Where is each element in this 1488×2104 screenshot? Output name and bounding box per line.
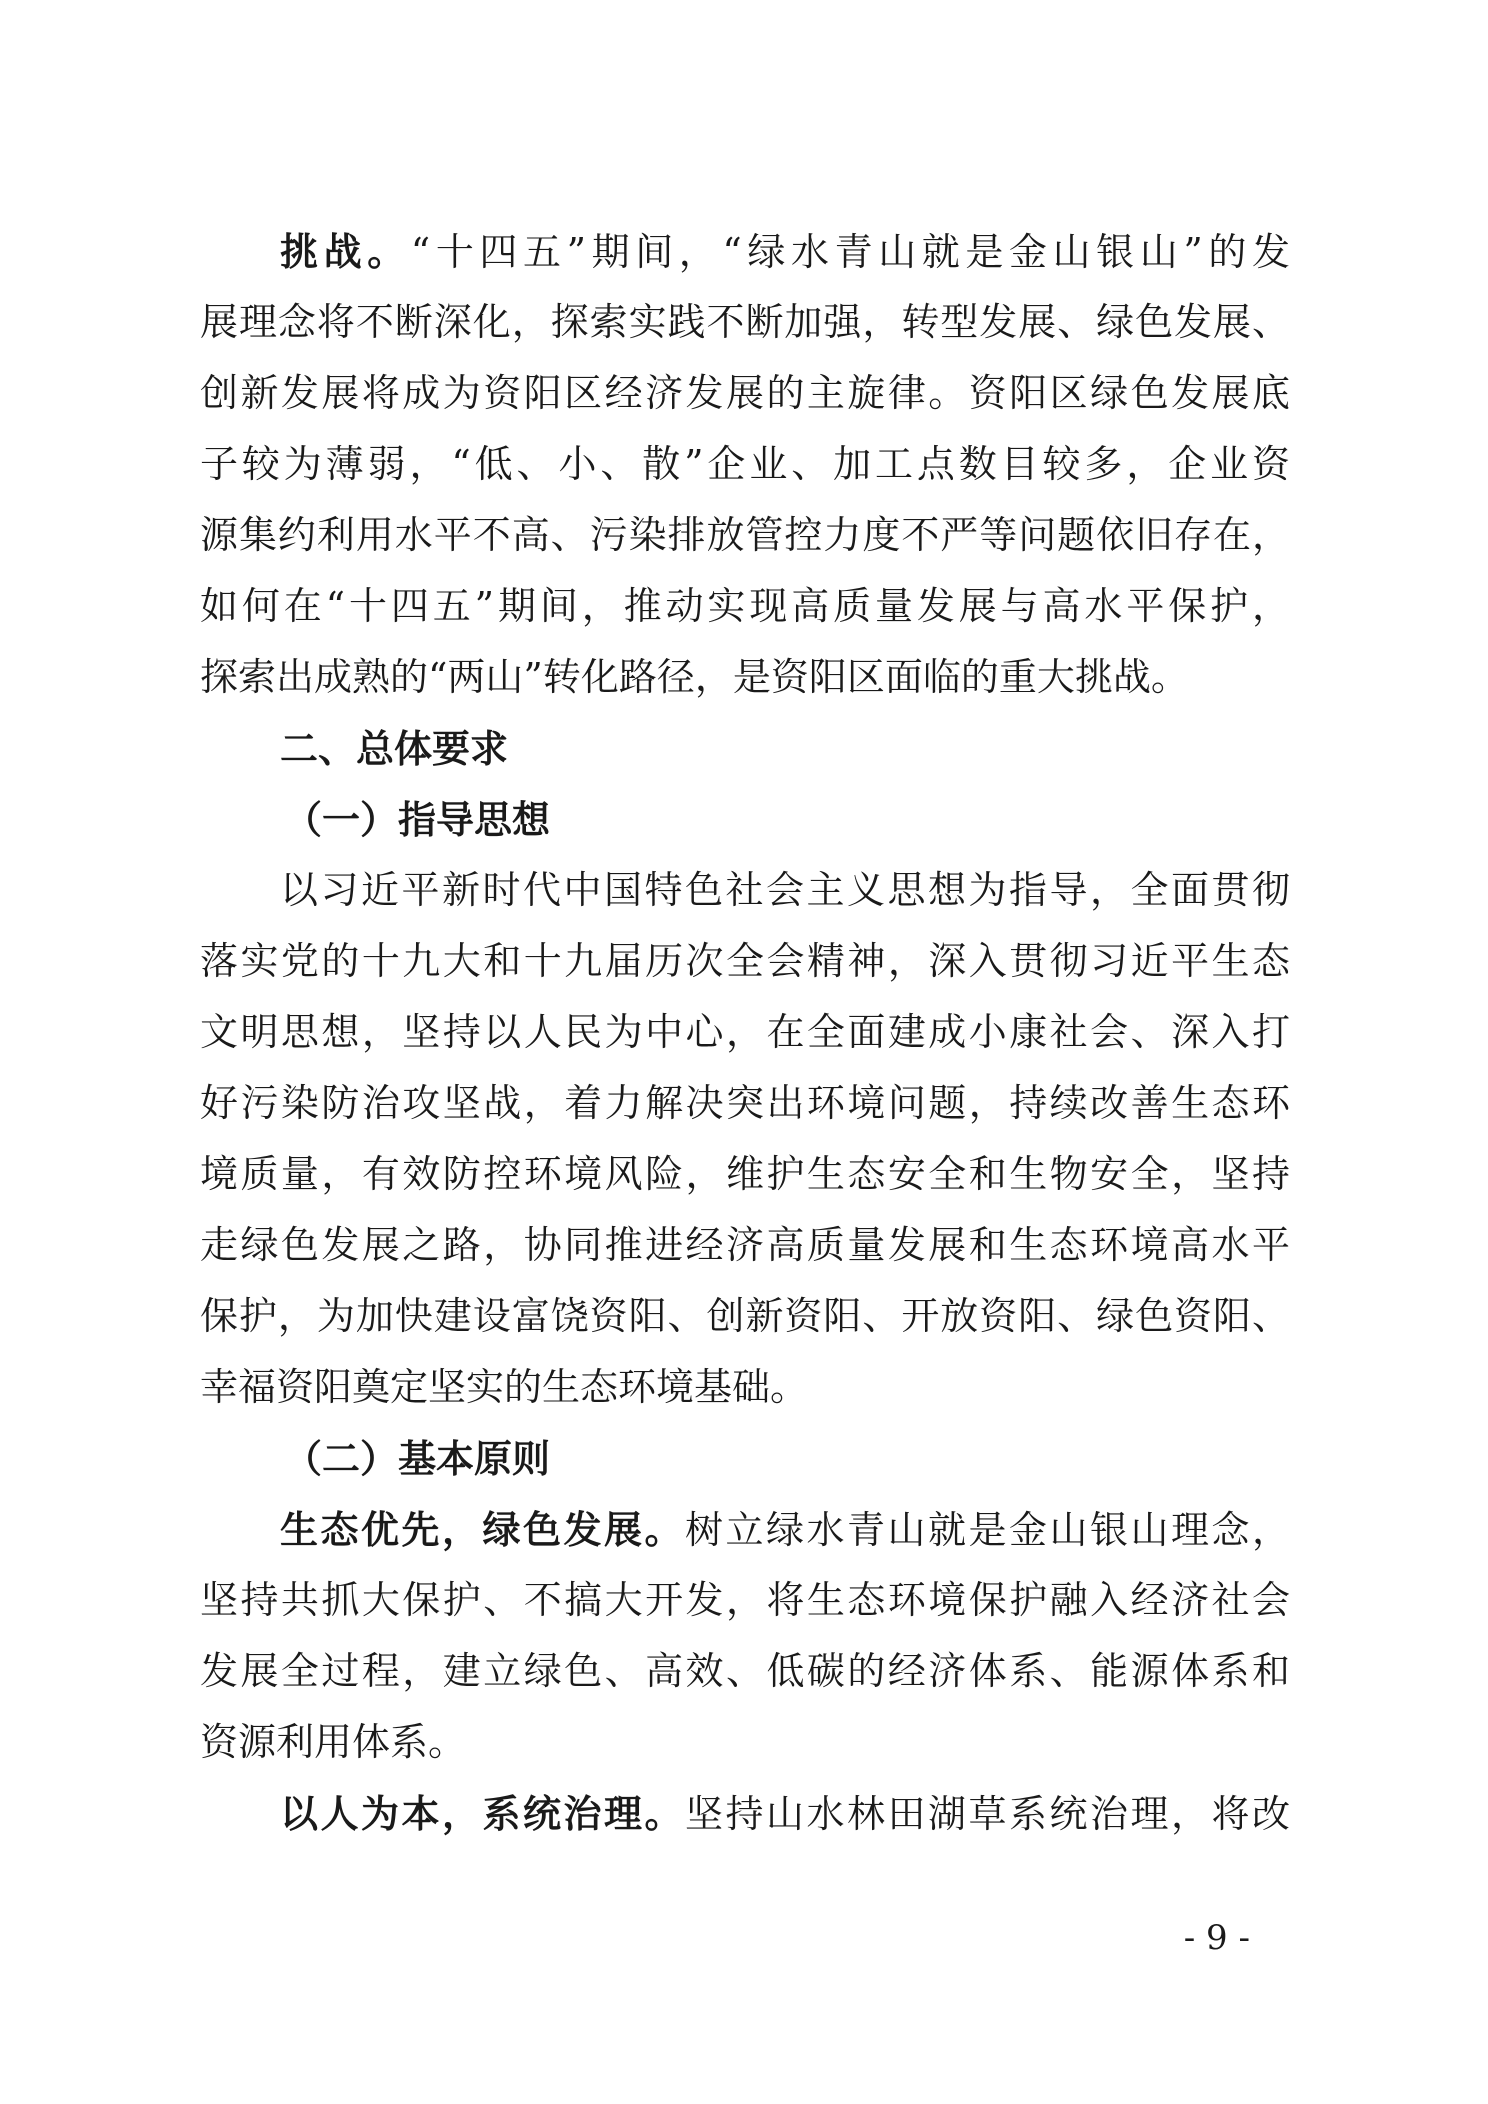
paragraph-line: 境质量，有效防控环境风险，维护生态安全和生物安全，坚持: [200, 1152, 1290, 1196]
paragraph-line: 资源利用体系。: [200, 1720, 467, 1764]
paragraph-line: 好污染防治攻坚战，着力解决突出环境问题，持续改善生态环: [200, 1081, 1290, 1125]
line-text: 坚持山水林田湖草系统治理，将改: [685, 1792, 1290, 1836]
paragraph-line: 发展全过程，建立绿色、高效、低碳的经济体系、能源体系和: [200, 1649, 1290, 1693]
paragraph-line: 展理念将不断深化，探索实践不断加强，转型发展、绿色发展、: [200, 300, 1290, 344]
paragraph-line: 创新发展将成为资阳区经济发展的主旋律。资阳区绿色发展底: [200, 371, 1290, 415]
paragraph-line: [200, 1778, 1290, 1849]
paragraph-line: 坚持共抓大保护、不搞大开发，将生态环境保护融入经济社会: [200, 1578, 1290, 1622]
page-number: - 9 -: [1183, 1918, 1250, 1958]
paragraph-line: 探索出成熟的“两山”转化路径，是资阳区面临的重大挑战。: [200, 655, 1189, 699]
lead-term: 以人为本，系统治理。: [280, 1791, 685, 1836]
lead-term: 挑战。: [280, 229, 411, 274]
paragraph-line: 幸福资阳奠定坚实的生态环境基础。: [200, 1365, 809, 1409]
paragraph-line: 文明思想，坚持以人民为中心，在全面建成小康社会、深入打: [200, 1010, 1290, 1054]
subsection-heading: （二）基本原则: [284, 1436, 551, 1481]
paragraph-line: 落实党的十九大和十九届历次全会精神，深入贯彻习近平生态: [200, 939, 1290, 983]
paragraph-line: [200, 1494, 1290, 1565]
subsection-heading: （一）指导思想: [284, 797, 551, 842]
line-text: “十四五”期间，“绿水青山就是金山银山”的发: [410, 230, 1290, 274]
lead-term: 生态优先，绿色发展。: [280, 1507, 685, 1552]
body-text: [200, 216, 1290, 1849]
paragraph-line: 源集约利用水平不高、污染排放管控力度不严等问题依旧存在，: [200, 513, 1290, 557]
paragraph-line: 子较为薄弱，“低、小、散”企业、加工点数目较多，企业资: [200, 442, 1290, 486]
paragraph-line: 以习近平新时代中国特色社会主义思想为指导，全面贯彻: [280, 868, 1290, 912]
section-heading: 二、总体要求: [280, 726, 509, 771]
paragraph-line: 保护，为加快建设富饶资阳、创新资阳、开放资阳、绿色资阳、: [200, 1294, 1290, 1338]
line-text: 树立绿水青山就是金山银山理念，: [685, 1508, 1290, 1552]
paragraph-line: [200, 216, 1290, 287]
paragraph-line: 如何在“十四五”期间，推动实现高质量发展与高水平保护，: [200, 584, 1290, 628]
paragraph-line: 走绿色发展之路，协同推进经济高质量发展和生态环境高水平: [200, 1223, 1290, 1267]
